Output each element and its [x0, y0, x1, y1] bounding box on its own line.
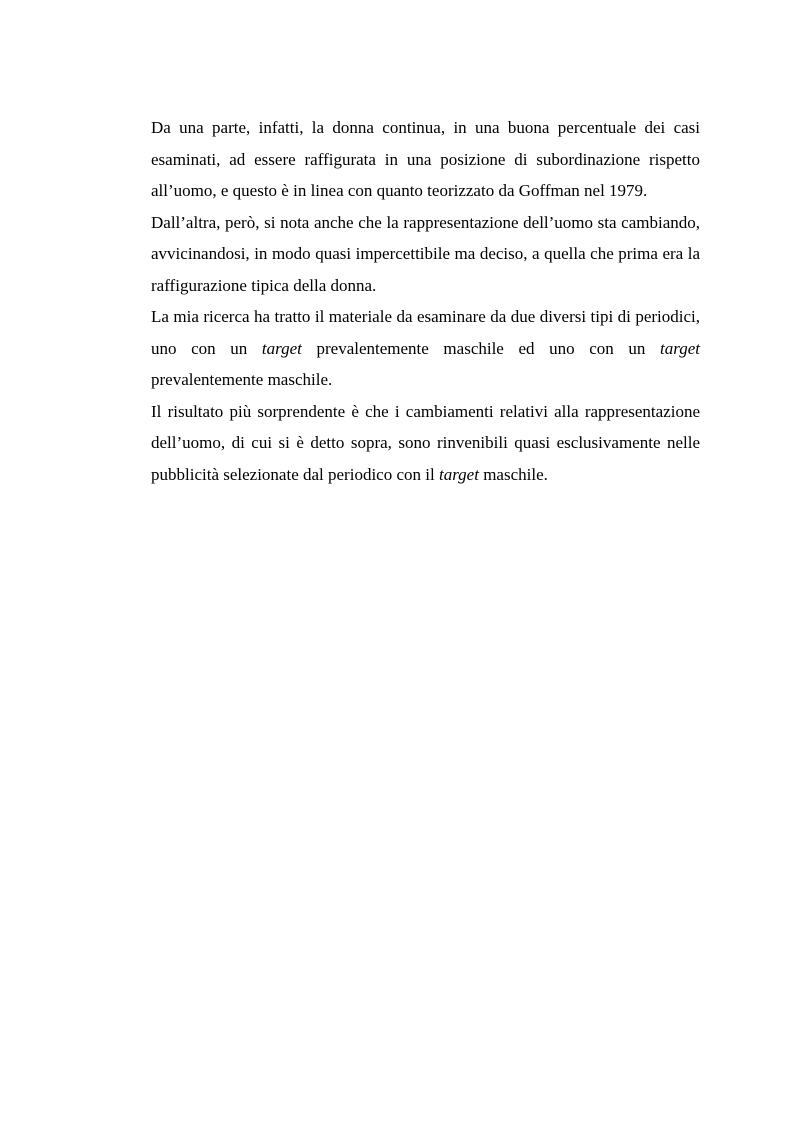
paragraph-3 — [151, 301, 700, 396]
paragraph-3-text-c: prevalentemente maschile. — [151, 370, 333, 389]
paragraph-2 — [151, 207, 700, 302]
paragraph-4-text-a: Il risultato più sorprendente è che i cambiamenti relativi alla rappresentazione dell’uomo, di cui si è detto sopra, sono rinvenibili quasi esclusivamente nelle pubblicità selezionate dal periodico con il — [151, 401, 700, 484]
paragraph-4 — [151, 396, 700, 491]
paragraph-1-text: Da una parte, infatti, la donna continua, in una buona percentuale dei casi esaminati, ad essere raffigurata in una posizione di subordinazione rispetto all’uomo, e questo è in linea con quanto teorizzato da Goffman nel 1979. — [151, 118, 700, 200]
body-text — [151, 112, 700, 490]
paragraph-3-text-b: prevalentemente maschile ed uno con un — [301, 338, 661, 358]
paragraph-3-text-a: La mia ricerca ha tratto il materiale da esaminare da due diversi tipi di periodici, uno con un — [151, 307, 700, 358]
paragraph-1 — [151, 112, 700, 207]
paragraph-4-target-term: target — [438, 464, 479, 484]
paragraph-3-target-term-2: target — [660, 338, 700, 358]
paragraph-3-target-term-1: target — [261, 338, 302, 358]
paragraph-2-text: Dall’altra, però, si nota anche che la rappresentazione dell’uomo sta cambiando, avvicinandosi, in modo quasi impercettibile ma deciso, a quella che prima era la raffigurazione tipica della donna. — [151, 212, 700, 295]
paragraph-4-text-b: maschile. — [478, 464, 548, 484]
